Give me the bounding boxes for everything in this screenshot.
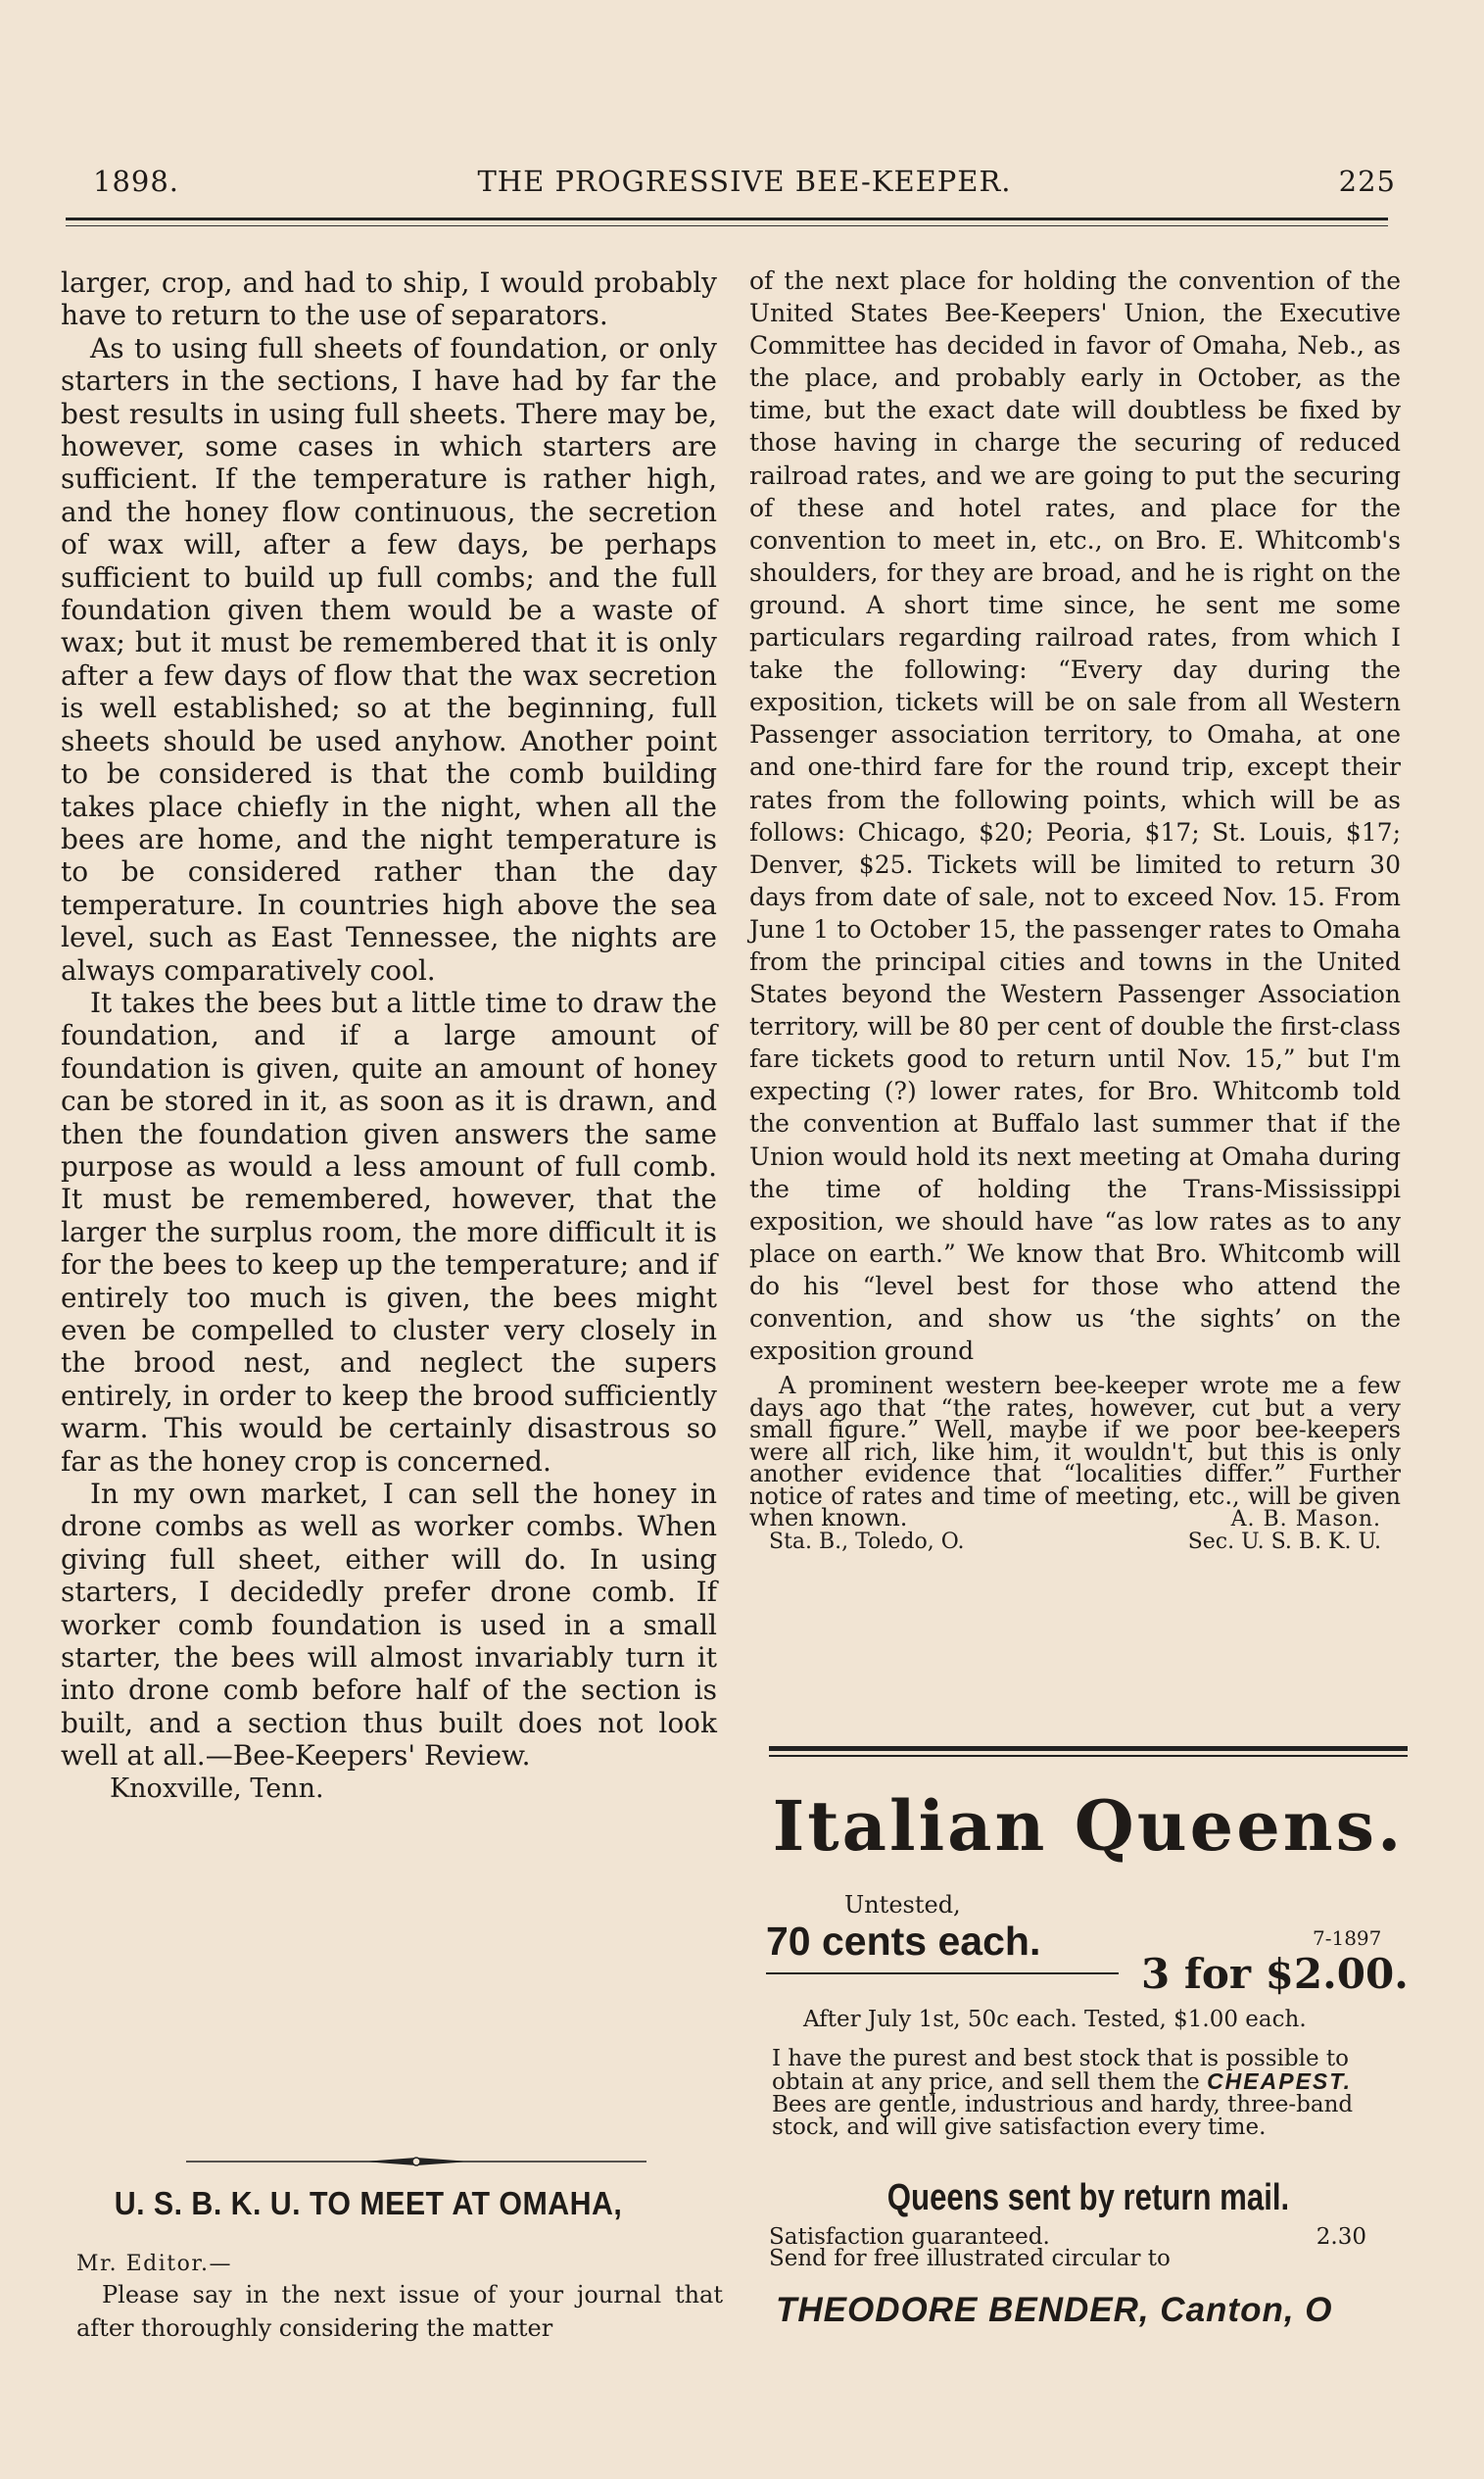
article-paragraph: It takes the bees but a little time to draw the foundation, and if a large amount of foundation is given, quite an amount of honey can be stored in it, as soon as it is drawn, and then the foundation given answers the same purpose as would a less amount of full comb. It must be remembered, however, that the larger the surplus room, the more difficult it is for the bees to keep up the temperature; and if entirely too much is given, the bees might even be compelled to cluster very closely in the brood nest, and neglect the supers entirely, in order to keep the brood sufficiently warm. This would be certainly disastrous so far as the honey crop is concerned. [61,986,717,1478]
ad-price-rule [766,1972,1119,1974]
header-rule-thin [66,225,1388,226]
letter-opening: Please say in the next issue of your journal that after thoroughly considering the matter [76,2281,723,2342]
article-paragraph: larger, crop, and had to ship, I would probably have to return to the use of separators. [61,267,717,332]
ad-satisfaction [769,2226,1366,2269]
ad-title: Italian Queens. [772,1785,1405,1867]
header-rule [66,218,1388,220]
small-paragraph: A prominent western bee-keeper wrote me a few days ago that “the rates, however, cut but a very small figure.” Well, maybe if we poor bee-keepers were all rich, like him, it wouldn't, but this is only another evidence that “localities differ.” Further notice of rates and time of meeting, etc., will be given when known. [749,1372,1401,1532]
ornamental-divider [186,2156,646,2167]
article-paragraph: In my own market, I can sell the honey in drone combs as well as worker combs. When giving full sheet, either will do. In using starters, I decidedly prefer drone comb. If worker comb foundation is used in a small starter, the bees will almost invariably turn it into drone comb before half of the section is built, and a section thus built does not look well at all.—Bee-Keepers' Review. [61,1478,717,1773]
ad-body-text: I have the purest and best stock that is possible to obtain at any price, and sell them the [772,2046,1350,2095]
signature-name: A. B. Mason. [1230,1506,1381,1531]
ad-body [772,2048,1364,2139]
ad-after-july: After July 1st, 50c each. Tested, $1.00 each. [803,2007,1307,2032]
article-paragraph: of the next place for holding the convention of the United States Bee-Keepers' Union, the Executive Committee has decided in favor of Omaha, Neb., as the place, and probably early in October, as the time, but the exact date will doubtless be fixed by those having in charge the securing of reduced railroad rates, and we are going to put the securing of these and hotel rates, and place for the convention to meet in, etc., on Bro. E. Whitcomb's shoulders, for they are broad, and he is right on the ground. A short time since, he sent me some particulars regarding railroad rates, from which I take the following: “Every day during the exposition, tickets will be on sale from all Western Passenger association territory, to Omaha, at one and one-third fare for the round trip, except their rates from the following points, which will be as follows: Chicago, $20; Peoria, $17; St. Louis, $17; Denver, $25. Tickets will be limited to return 30 days from date of sale, not to exceed Nov. 15. From June 1 to October 15, the passenger rates to Omaha from the principal cities and towns in the United States beyond the Western Passenger Association territory, will be 80 per cent of double the first-class fare tickets good to return until Nov. 15,” but I'm expecting (?) lower rates, for Bro. Whitcomb told the convention at Buffalo last summer that if the Union would hold its next meeting at Omaha during the time of holding the Trans-Mississippi exposition, we should have “as low rates as to any place on earth.” We know that Bro. Whitcomb will do his “level best for those who attend the convention, and show us ‘the sights’ on the exposition ground [749,267,1401,1366]
article-paragraph: As to using full sheets of foundation, or only starters in the sections, I have had by far the best results in using full sheets. There may be, however, some cases in which starters are sufficient. If the temperature is rather high, and the honey flow continuous, the secretion of wax will, after a few days, be perhaps sufficient to build up full combs; and the full foundation given them would be a waste of wax; but it must be remembered that it is only after a few days of flow that the wax secretion is well established; so at the beginning, full sheets should be used anyhow. Another point to be considered is that the comb building takes place chiefly in the night, when all the bees are home, and the night temperature is to be considered rather than the day temperature. In countries high above the sea level, such as East Tennessee, the nights are always comparatively cool. [61,331,717,987]
running-head [93,165,1396,204]
ad-price-each: 70 cents each. [766,1919,1041,1964]
ad-send-for: Send for free illustrated circular to [769,2246,1171,2271]
signature-address: Sta. B., Toledo, O. [769,1529,965,1554]
header-page-number: 225 [1338,165,1396,198]
right-column [749,265,1401,1579]
ad-rule-top [769,1746,1408,1751]
ad-rule-top-thin [769,1755,1408,1757]
header-year: 1898. [93,165,180,198]
header-title: THE PROGRESSIVE BEE-KEEPER. [477,165,1012,198]
ad-queens-line: Queens sent by return mail. [886,2177,1290,2218]
ad-cheapest: CHEAPEST. [1207,2068,1352,2094]
ad-advertiser: THEODORE BENDER, Canton, O [776,2291,1333,2329]
ad-price-three: 3 for $2.00. [1141,1950,1409,1998]
ad-body-text-end: Bees are gentle, industrious and hardy, three-band stock, and will give satisfaction every time. [772,2092,1354,2140]
article-signoff: Knoxville, Tenn. [110,1773,324,1804]
signature-title: Sec. U. S. B. K. U. [1187,1529,1381,1554]
ad-untested: Untested, [844,1891,961,1919]
left-column [61,267,717,1805]
signature-block [749,1506,1401,1579]
ad-satisfaction-code: 2.30 [1316,2224,1366,2250]
letter-salutation: Mr. Editor.— [76,2252,232,2276]
section-heading: U. S. B. K. U. TO MEET AT OMAHA, [114,2185,623,2221]
ad-code: 7-1897 [1313,1926,1382,1950]
ad-satisfaction-text: Satisfaction guaranteed. [769,2224,1050,2250]
